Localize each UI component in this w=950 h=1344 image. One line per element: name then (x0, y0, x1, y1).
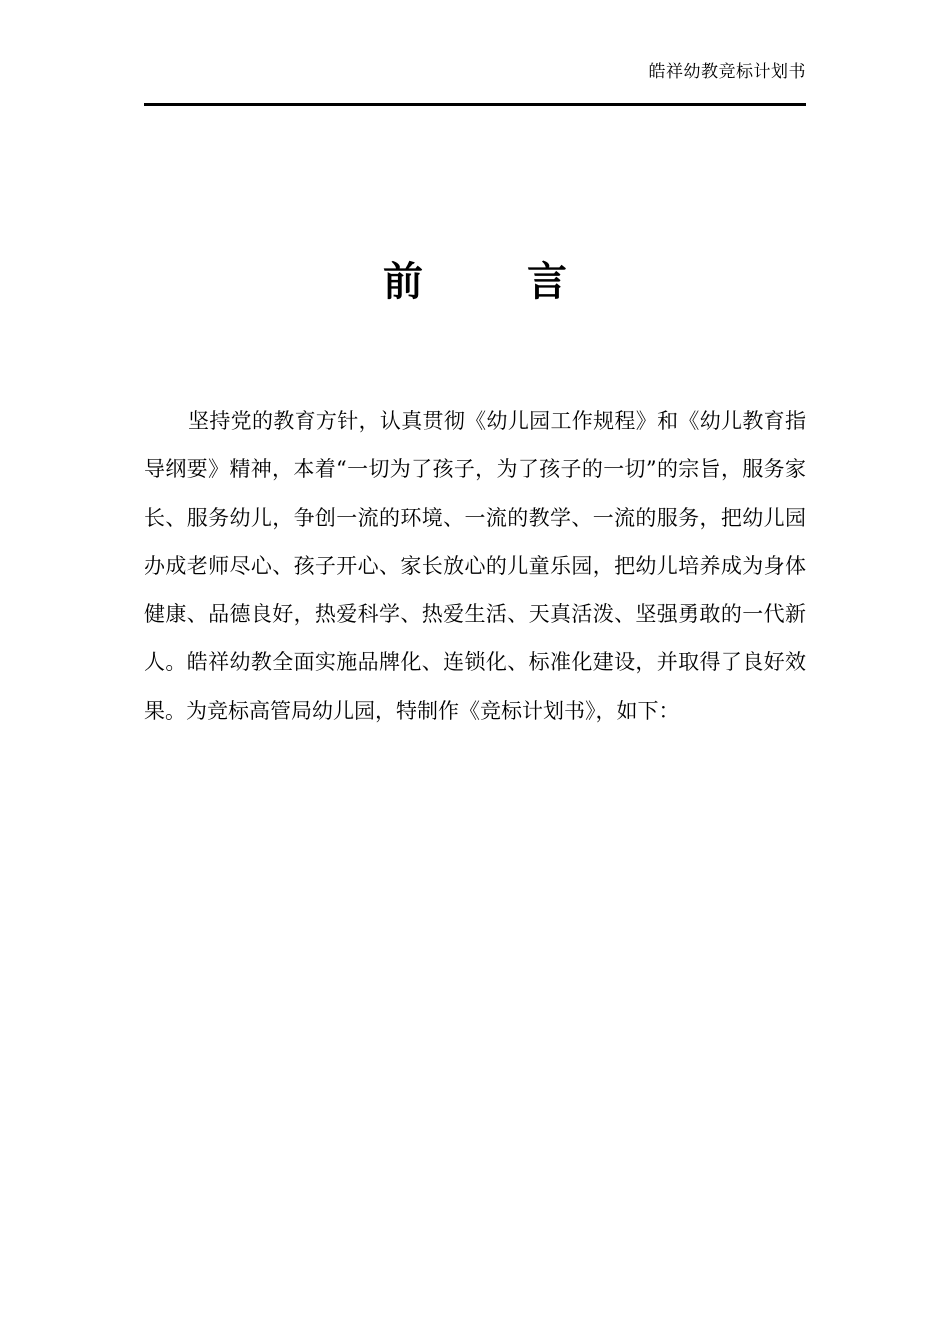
page-header (144, 58, 806, 106)
page-title (144, 254, 806, 310)
preface-paragraph: 坚持党的教育方针，认真贯彻《幼儿园工作规程》和《幼儿教育指导纲要》精神，本着“一切为了孩子，为了孩子的一切”的宗旨，服务家长、服务幼儿，争创一流的环境、一流的教学、一流的服务，把幼儿园办成老师尽心、孩子开心、家长放心的儿童乐园，把幼儿培养成为身体健康、品德良好，热爱科学、热爱生活、天真活泼、坚强勇敢的一代新人。皓祥幼教全面实施品牌化、连锁化、标准化建设，并取得了良好效果。为竞标高管局幼儿园，特制作《竞标计划书》，如下： (144, 409, 806, 723)
title-char-2: 言 (527, 259, 567, 305)
title-char-1: 前 (383, 259, 423, 305)
header-title: 皓祥幼教竞标计划书 (648, 62, 806, 82)
